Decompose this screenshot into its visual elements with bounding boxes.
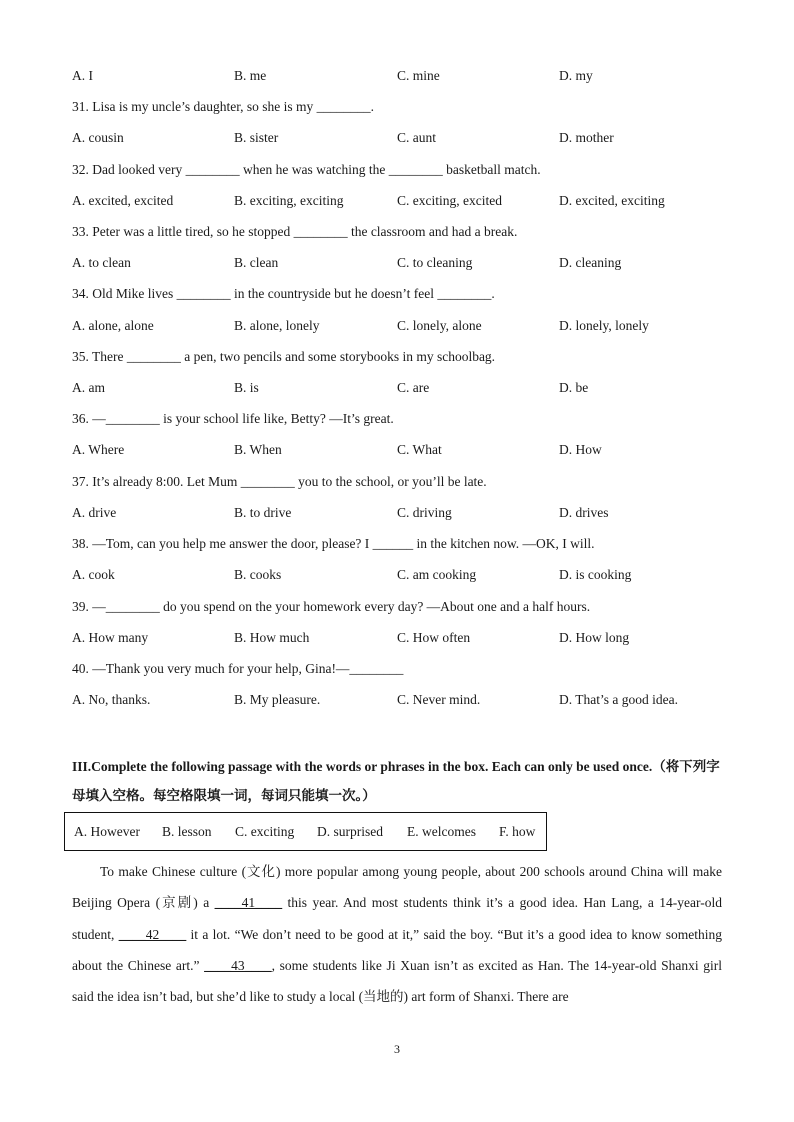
option-a: A. alone, alone xyxy=(72,318,154,333)
option-d: D. That’s a good idea. xyxy=(559,692,678,707)
option-b: B. cooks xyxy=(234,567,282,582)
option-d: D. mother xyxy=(559,130,614,145)
reading-passage xyxy=(72,856,722,1012)
option-d: D. drives xyxy=(559,505,609,520)
option-b: B. When xyxy=(234,442,282,457)
option-c: C. are xyxy=(397,380,430,395)
passage-paragraph xyxy=(72,856,722,1012)
option-c: C. How often xyxy=(397,630,471,645)
blank-41: ____41____ xyxy=(214,895,283,911)
option-a: A. How many xyxy=(72,630,149,645)
option-c: C. mine xyxy=(397,68,440,83)
option-a: A. am xyxy=(72,380,105,395)
question-36-options xyxy=(72,440,732,460)
blank-43: ____43____ xyxy=(204,957,272,973)
word-option-a: A. However xyxy=(74,824,140,839)
question-31-stem: 31. Lisa is my uncle’s daughter, so she is my ________. xyxy=(72,99,375,114)
question-34-options xyxy=(72,316,732,336)
option-d: D. be xyxy=(559,380,589,395)
option-b: B. sister xyxy=(234,130,279,145)
option-d: D. my xyxy=(559,68,593,83)
option-a: A. Where xyxy=(72,442,125,457)
option-b: B. How much xyxy=(234,630,310,645)
option-a: A. excited, excited xyxy=(72,193,174,208)
word-option-d: D. surprised xyxy=(317,824,383,839)
question-38-stem: 38. —Tom, can you help me answer the door, please? I ______ in the kitchen now. —OK, I will. xyxy=(72,536,595,551)
question-34-stem: 34. Old Mike lives ________ in the countryside but he doesn’t feel ________. xyxy=(72,286,495,301)
word-box xyxy=(64,812,547,851)
option-b: B. exciting, exciting xyxy=(234,193,344,208)
question-33-options xyxy=(72,253,732,273)
passage-text: this year. And most students think it’s a good idea. Han Lang, a 14-year-old student, xyxy=(72,895,722,942)
question-39-options xyxy=(72,628,732,648)
word-option-b: B. lesson xyxy=(162,824,212,839)
question-35-options xyxy=(72,378,732,398)
option-b: B. clean xyxy=(234,255,279,270)
option-c: C. lonely, alone xyxy=(397,318,482,333)
section-3-title: III.Complete the following passage with the words or phrases in the box. Each can only be used once.（将下列字母填入空格。每空格限填一词，每词只能填一次。） xyxy=(72,759,720,803)
question-40-options xyxy=(72,690,732,710)
blank-42: ____42____ xyxy=(118,926,187,942)
option-b: B. to drive xyxy=(234,505,292,520)
option-c: C. exciting, excited xyxy=(397,193,502,208)
question-31-options xyxy=(72,128,732,148)
option-d: D. How long xyxy=(559,630,630,645)
page-number: 3 xyxy=(394,1042,400,1056)
option-a: A. cook xyxy=(72,567,115,582)
option-b: B. is xyxy=(234,380,259,395)
question-37-options xyxy=(72,503,732,523)
option-b: B. me xyxy=(234,68,267,83)
option-a: A. to clean xyxy=(72,255,131,270)
option-c: C. driving xyxy=(397,505,452,520)
word-option-f: F. how xyxy=(499,824,536,839)
question-32-options xyxy=(72,191,732,211)
option-a: A. I xyxy=(72,68,93,83)
option-c: C. aunt xyxy=(397,130,436,145)
option-d: D. excited, exciting xyxy=(559,193,665,208)
question-30-options xyxy=(72,66,732,86)
option-c: C. to cleaning xyxy=(397,255,473,270)
option-d: D. lonely, lonely xyxy=(559,318,649,333)
question-38-options xyxy=(72,565,732,585)
word-option-e: E. welcomes xyxy=(407,824,476,839)
question-40-stem: 40. —Thank you very much for your help, Gina!—________ xyxy=(72,661,404,676)
word-option-c: C. exciting xyxy=(235,824,295,839)
option-d: D. cleaning xyxy=(559,255,622,270)
passage-text: , some students like Ji Xuan isn’t as excited as Han. The 14-year-old Shanxi girl said the idea isn’t bad, but she’d like to study a local (当地的) art form of Shanxi. There are xyxy=(72,957,722,1005)
option-a: A. No, thanks. xyxy=(72,692,151,707)
option-b: B. My pleasure. xyxy=(234,692,321,707)
option-c: C. am cooking xyxy=(397,567,477,582)
question-32-stem: 32. Dad looked very ________ when he was watching the ________ basketball match. xyxy=(72,162,541,177)
option-c: C. Never mind. xyxy=(397,692,481,707)
question-33-stem: 33. Peter was a little tired, so he stopped ________ the classroom and had a break. xyxy=(72,224,518,239)
question-37-stem: 37. It’s already 8:00. Let Mum ________ you to the school, or you’ll be late. xyxy=(72,474,487,489)
option-c: C. What xyxy=(397,442,442,457)
question-36-stem: 36. —________ is your school life like, Betty? —It’s great. xyxy=(72,411,394,426)
question-35-stem: 35. There ________ a pen, two pencils and some storybooks in my schoolbag. xyxy=(72,349,496,364)
option-a: A. drive xyxy=(72,505,117,520)
passage-text: it a lot. “We don’t need to be good at it,” said the boy. “But it’s a good idea to know something about the Chinese art.” xyxy=(72,926,722,973)
option-a: A. cousin xyxy=(72,130,124,145)
option-d: D. is cooking xyxy=(559,567,632,582)
question-39-stem: 39. —________ do you spend on the your homework every day? —About one and a half hours. xyxy=(72,599,591,614)
option-d: D. How xyxy=(559,442,602,457)
option-b: B. alone, lonely xyxy=(234,318,320,333)
passage-text: To make Chinese culture (文化) more popular among young people, about 200 schools around China will make Beijing Opera (京剧) a xyxy=(72,864,722,911)
